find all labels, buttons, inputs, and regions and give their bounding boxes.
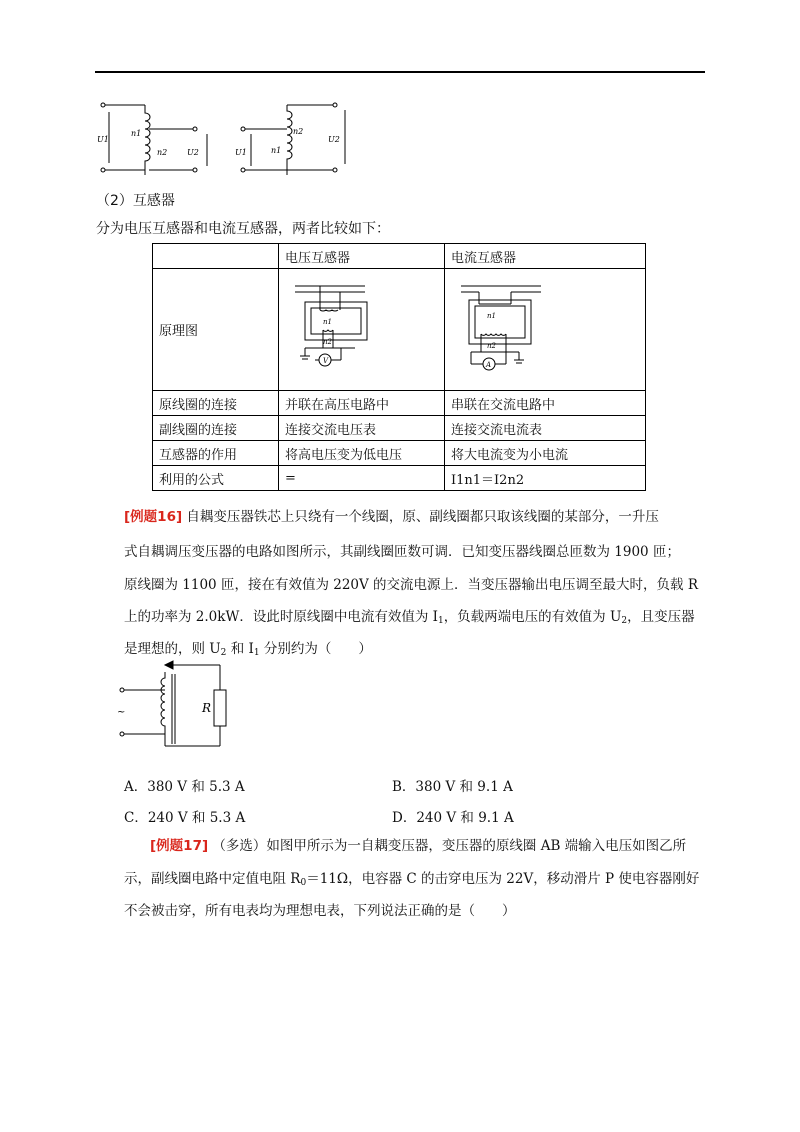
table-row	[153, 416, 646, 441]
svg-text:~: ~	[117, 707, 126, 718]
row-label: 利用的公式	[153, 466, 279, 491]
option-b: B．380 V 和 9.1 A	[392, 779, 513, 795]
voltage-cell: 将高电压变为低电压	[279, 441, 445, 466]
voltage-transformer-diagram	[285, 278, 395, 378]
header-empty	[153, 244, 279, 269]
example16-line2: 式自耦调压变压器的电路如图所示，其副线圈匝数可调．已知变压器线圈总匝数为 1900 匝；	[124, 544, 680, 560]
example17-line3: 不会被击穿，所有电表均为理想电表，下列说法正确的是（ ）	[124, 903, 516, 919]
example17-line1: [例题17] （多选）如图甲所示为一自耦变压器，变压器的原线圈 AB 端输入电压如图乙所	[150, 838, 687, 854]
ct-n2-label: n2	[487, 341, 496, 350]
voltage-transformer-diagram-cell	[279, 269, 445, 391]
label-u2-left: U2	[187, 148, 199, 157]
label-u1-left: U1	[97, 135, 109, 144]
diagram-row-label: 原理图	[153, 269, 279, 391]
voltmeter-label: V	[323, 356, 329, 365]
example16-tag: [例题16]	[124, 509, 183, 525]
example17-line2: 示，副线圈电路中定值电阻 $R_0=11\Omega$，电容器 C 的击穿电压为 22V，移动滑片 P 使电容器刚好	[124, 871, 700, 888]
label-u2-right: U2	[328, 135, 340, 144]
row-label: 副线圈的连接	[153, 416, 279, 441]
example16-line1: [例题16] 自耦变压器铁芯上只绕有一个线圈，原、副线圈都只取该线圈的某部分，一升压	[124, 509, 659, 525]
current-transformer-diagram-cell	[445, 269, 646, 391]
table-row	[153, 441, 646, 466]
vt-n1-label: n1	[323, 317, 332, 326]
current-cell: 连接交流电流表	[445, 416, 646, 441]
section-intro: 分为电压互感器和电流互感器，两者比较如下：	[96, 221, 390, 237]
current-cell: I1n1＝I2n2	[445, 466, 646, 491]
table-row	[153, 466, 646, 491]
row-label: 原线圈的连接	[153, 391, 279, 416]
voltage-cell: 并联在高压电路中	[279, 391, 445, 416]
label-n1-left: n1	[131, 129, 142, 138]
option-c: C．240 V 和 5.3 A	[124, 810, 246, 826]
example16-line5: 是理想的，则 $U_2$ 和 $I_1$ 分别约为（ ）	[124, 641, 372, 658]
comparison-table	[152, 243, 646, 491]
label-n1-right: n1	[271, 146, 282, 155]
vt-n2-label: n2	[323, 337, 332, 346]
option-a: A．380 V 和 5.3 A	[124, 779, 245, 795]
label-n2-left: n2	[157, 148, 168, 157]
header-voltage: 电压互感器	[279, 244, 445, 269]
example16-line3: 原线圈为 1100 匝，接在有效值为 220V 的交流电源上．当变压器输出电压调至最大时，负载 R	[124, 577, 698, 593]
resistor-label: R	[202, 701, 212, 715]
autotransformer-figures	[95, 100, 355, 175]
voltage-cell: 连接交流电压表	[279, 416, 445, 441]
label-u1-right: U1	[235, 148, 247, 157]
step-down-figure	[101, 103, 207, 175]
example16-line4: 上的功率为 2.0kW．设此时原线圈中电流有效值为 $I_1$，负载两端电压的有效值为 $U_2$，且变压器	[124, 609, 695, 626]
table-header-row	[153, 244, 646, 269]
header-rule	[95, 71, 705, 73]
diagram-row	[153, 269, 646, 391]
example17-tag: [例题17]	[150, 838, 209, 854]
ammeter-label: A	[486, 360, 492, 369]
current-cell: 将大电流变为小电流	[445, 441, 646, 466]
header-current: 电流互感器	[445, 244, 646, 269]
voltage-cell: =	[279, 466, 445, 491]
current-transformer-diagram	[451, 278, 561, 378]
table-row	[153, 391, 646, 416]
autotransformer-circuit-figure	[110, 660, 240, 750]
section-heading: （2）互感器	[96, 193, 175, 209]
row-label: 互感器的作用	[153, 441, 279, 466]
current-cell: 串联在交流电路中	[445, 391, 646, 416]
label-n2-right: n2	[293, 127, 304, 136]
option-d: D．240 V 和 9.1 A	[392, 810, 514, 826]
ct-n1-label: n1	[487, 311, 496, 320]
